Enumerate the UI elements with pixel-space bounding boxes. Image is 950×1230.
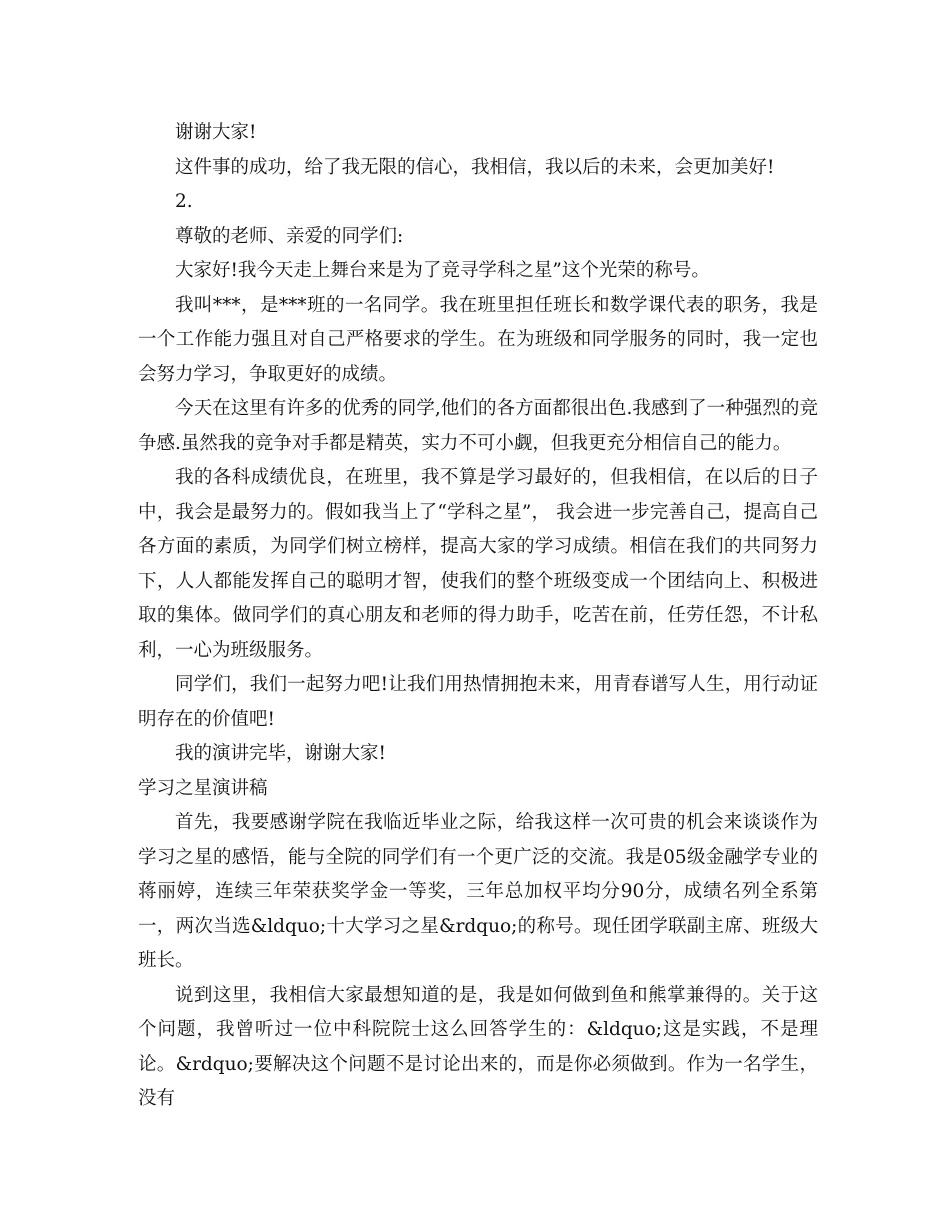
- paragraph: 今天在这里有许多的优秀的同学,他们的各方面都很出色.我感到了一种强烈的竞争感.虽然我的竞争对手都是精英，实力不可小觑，但我更充分相信自己的能力。: [138, 398, 818, 454]
- paragraph: 我的各科成绩优良，在班里，我不算是学习最好的，但我相信，在以后的日子中，我会是最努力的。假如我当上了“学科之星”， 我会进一步完善自己，提高自己各方面的素质，为同学们树立榜样，提高大家的学习成绩。相信在我们的共同努力下，人人都能发挥自己的聪明才智，使我们的整个班级变成一个团结向上、积极进取的集体。做同学们的真心朋友和老师的得力助手，吃苦在前，任劳任怨，不计私利，一心为班级服务。: [138, 467, 818, 661]
- document-body: [138, 116, 818, 1117]
- paragraph: 说到这里，我相信大家最想知道的是，我是如何做到鱼和熊掌兼得的。关于这个问题，我曾听过一位中科院院士这么回答学生的：&ldquo;这是实践，不是理论。&rdquo;要解决这个问题不是讨论出来的，而是你必须做到。作为一名学生，没有: [138, 984, 818, 1109]
- section-title: 学习之星演讲稿: [138, 777, 268, 799]
- paragraph: 大家好!我今天走上舞台来是为了竞寻学科之星”这个光荣的称号。: [175, 260, 710, 281]
- paragraph: 2.: [175, 191, 193, 212]
- paragraph: 这件事的成功，给了我无限的信心，我相信，我以后的未来，会更加美好!: [175, 156, 775, 178]
- paragraph: 谢谢大家!: [175, 122, 257, 143]
- paragraph: 首先，我要感谢学院在我临近毕业之际，给我这样一次可贵的机会来谈谈作为学习之星的感悟，能与全院的同学们有一个更广泛的交流。我是05级金融学专业的蒋丽婷，连续三年荣获奖学金一等奖，三年总加权平均分90分，成绩名列全系第一，两次当选&ldquo;十大学习之星&rdquo;的称号。现任团学联副主席、班级大班长。: [138, 812, 818, 971]
- paragraph: 我的演讲完毕，谢谢大家!: [175, 743, 386, 764]
- paragraph: 我叫***，是***班的一名同学。我在班里担任班长和数学课代表的职务，我是一个工作能力强且对自己严格要求的学生。在为班级和同学服务的同时，我一定也会努力学习，争取更好的成绩。: [138, 294, 818, 385]
- paragraph: 尊敬的老师、亲爱的同学们:: [175, 225, 404, 247]
- paragraph: 同学们，我们一起努力吧!让我们用热情拥抱未来，用青春谱写人生，用行动证明存在的价值吧!: [138, 674, 818, 730]
